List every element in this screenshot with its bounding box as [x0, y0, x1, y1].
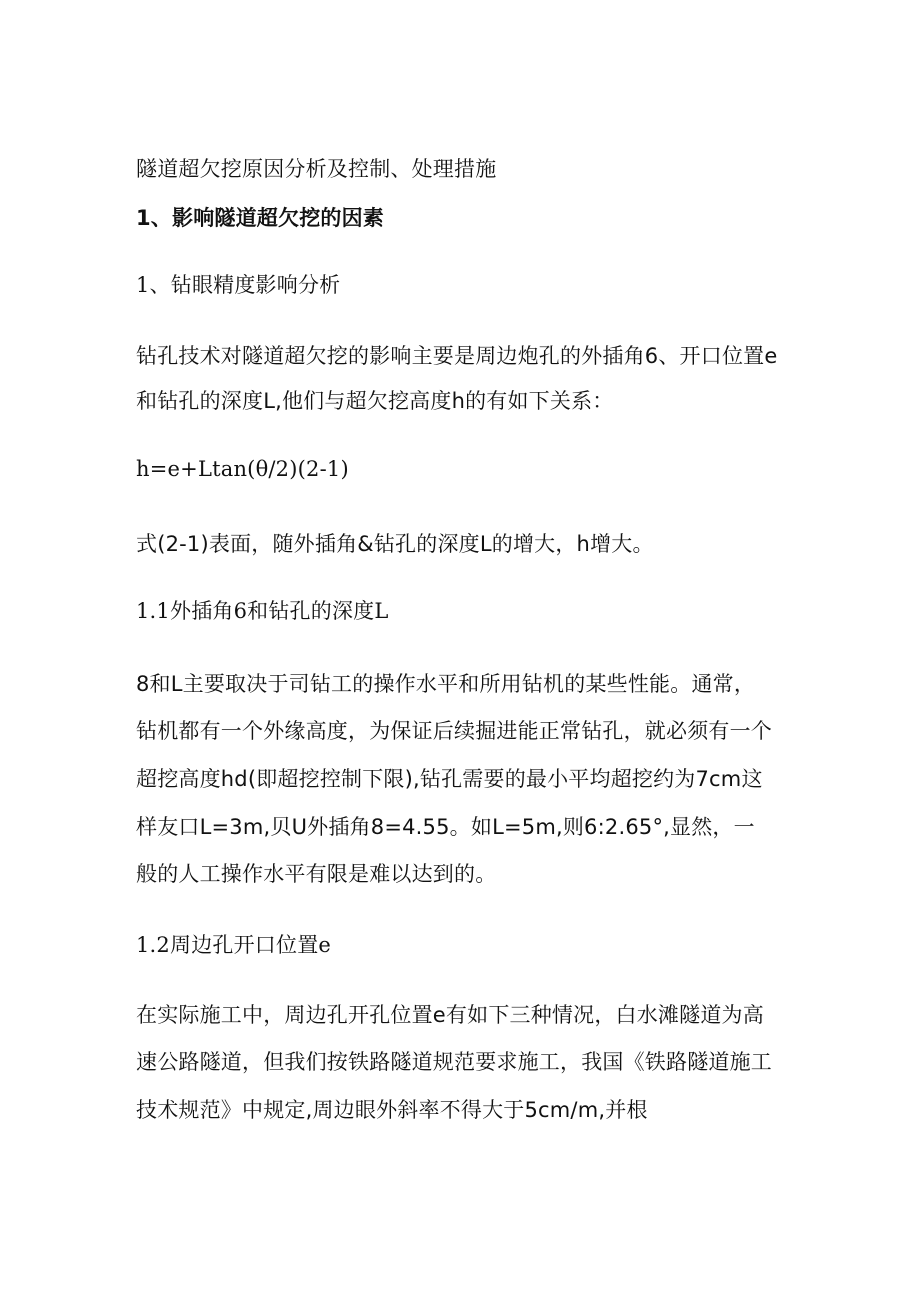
paragraph-line: 技术规范》中规定,周边眼外斜率不得大于5cm/m,并根 [136, 1098, 648, 1122]
paragraph-line: 钻孔技术对隧道超欠挖的影响主要是周边炮孔的外插角6、开口位置e [136, 344, 778, 368]
subheading-drilling-accuracy: 1、钻眼精度影响分析 [136, 273, 341, 297]
paragraph-line: 超挖高度hd(即超挖控制下限),钻孔需要的最小平均超挖约为7cm这 [136, 767, 763, 791]
subheading-1-2: 1.2周边孔开口位置e [136, 933, 332, 957]
document-title: 隧道超欠挖原因分析及控制、处理措施 [136, 157, 497, 181]
section-heading: 1、影响隧道超欠挖的因素 [136, 206, 385, 230]
paragraph-line: 速公路隧道，但我们按铁路隧道规范要求施工，我国《铁路隧道施工 [136, 1050, 772, 1074]
paragraph-line: 般的人工操作水平有限是难以达到的。 [136, 862, 497, 886]
paragraph-line: 式(2-1)表面，随外插角&钻孔的深度L的增大，h增大。 [136, 532, 654, 556]
paragraph-line: 在实际施工中，周边孔开孔位置e有如下三种情况，白水滩隧道为高 [136, 1003, 764, 1027]
paragraph-line: 8和L主要取决于司钻工的操作水平和所用钻机的某些性能。通常， [136, 672, 756, 696]
paragraph-line: 样友口L=3m,贝U外插角8=4.55。如L=5m,则6:2.65°,显然，一 [136, 815, 755, 839]
paragraph-line: 和钻孔的深度L,他们与超欠挖高度h的有如下关系： [136, 389, 614, 413]
subheading-1-1: 1.1外插角6和钻孔的深度L [136, 599, 389, 623]
formula: h=e+Ltan(θ/2)(2-1) [136, 457, 349, 481]
paragraph-line: 钻机都有一个外缘高度，为保证后续掘进能正常钻孔，就必须有一个 [136, 719, 772, 743]
